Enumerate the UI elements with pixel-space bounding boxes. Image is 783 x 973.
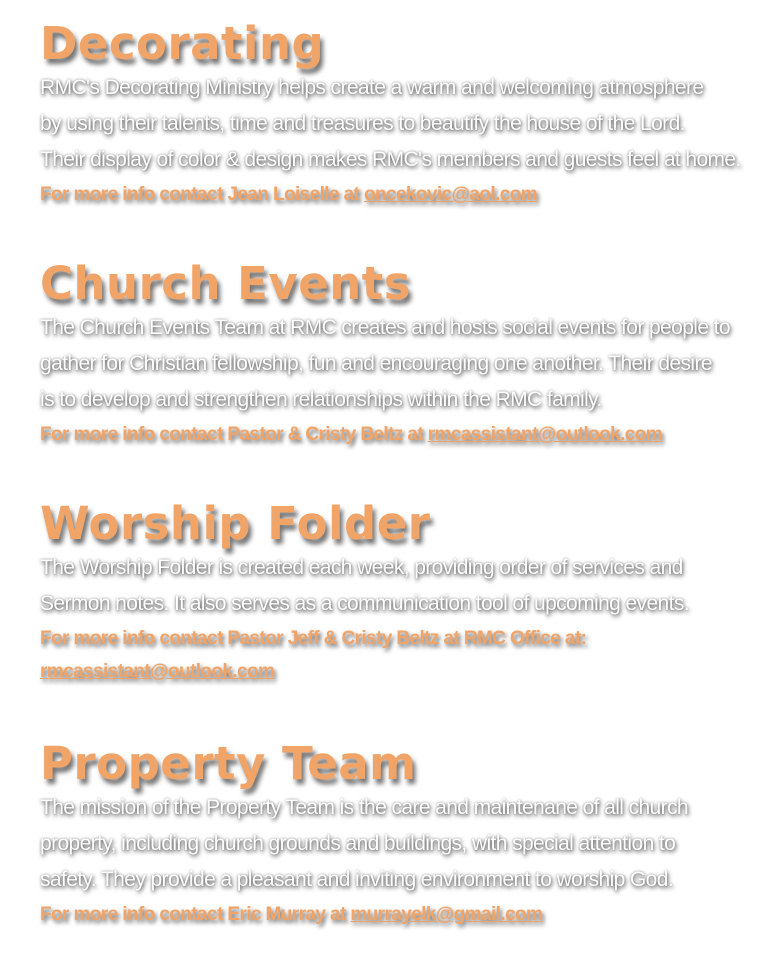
- contact-prefix: For more info contact Pastor & Cristy Beltz at: [40, 424, 428, 445]
- contact-prefix: For more info contact Pastor Jeff & Cristy Beltz at RMC Office at:: [40, 628, 587, 649]
- section-heading: Property Team: [40, 737, 417, 790]
- description-line: The mission of the Property Team is the care and maintenane of all church: [40, 796, 689, 819]
- email-link[interactable]: rmcassistant@outlook.com: [427, 424, 663, 445]
- section-description: [40, 790, 770, 898]
- contact-prefix: For more info contact Eric Murray at: [40, 904, 351, 925]
- email-link[interactable]: rmcassistant@outlook.com: [40, 661, 275, 682]
- contact-info: [40, 178, 770, 211]
- contact-info: [40, 898, 770, 931]
- email-link[interactable]: oncekovic@aol.com: [363, 184, 538, 205]
- description-line: RMC's Decorating Ministry helps create a warm and welcoming atmosphere: [40, 76, 704, 99]
- section-heading: Church Events: [40, 257, 412, 310]
- section-church-events: [40, 258, 770, 451]
- contact-email-line: [40, 655, 770, 688]
- section-heading: Decorating: [40, 17, 325, 70]
- section-decorating: [40, 18, 770, 211]
- description-line: The Worship Folder is created each week, providing order of services and: [40, 556, 683, 579]
- section-description: [40, 310, 770, 418]
- contact-info: [40, 418, 770, 451]
- description-line: Sermon notes. It also serves as a communication tool of upcoming events.: [40, 592, 689, 615]
- section-description: [40, 550, 770, 622]
- description-line: property, including church grounds and buildings, with special attention to: [40, 832, 676, 855]
- section-description: [40, 70, 770, 178]
- description-line: safety. They provide a pleasant and inviting environment to worship God.: [40, 868, 674, 891]
- description-line: by using their talents, time and treasures to beautify the house of the Lord.: [40, 112, 685, 135]
- section-worship-folder: [40, 498, 770, 688]
- description-line: is to develop and strengthen relationships within the RMC family.: [40, 388, 602, 411]
- section-property-team: [40, 738, 770, 931]
- contact-info: [40, 622, 770, 688]
- contact-prefix: For more info contact Jean Loiselle at: [40, 184, 364, 205]
- description-line: Their display of color & design makes RMC's members and guests feel at home.: [40, 148, 741, 171]
- section-heading: Worship Folder: [40, 497, 431, 550]
- email-link[interactable]: murrayelk@gmail.com: [350, 904, 543, 925]
- description-line: gather for Christian fellowship, fun and encouraging one another. Their desire: [40, 352, 712, 375]
- description-line: The Church Events Team at RMC creates and hosts social events for people to: [40, 316, 730, 339]
